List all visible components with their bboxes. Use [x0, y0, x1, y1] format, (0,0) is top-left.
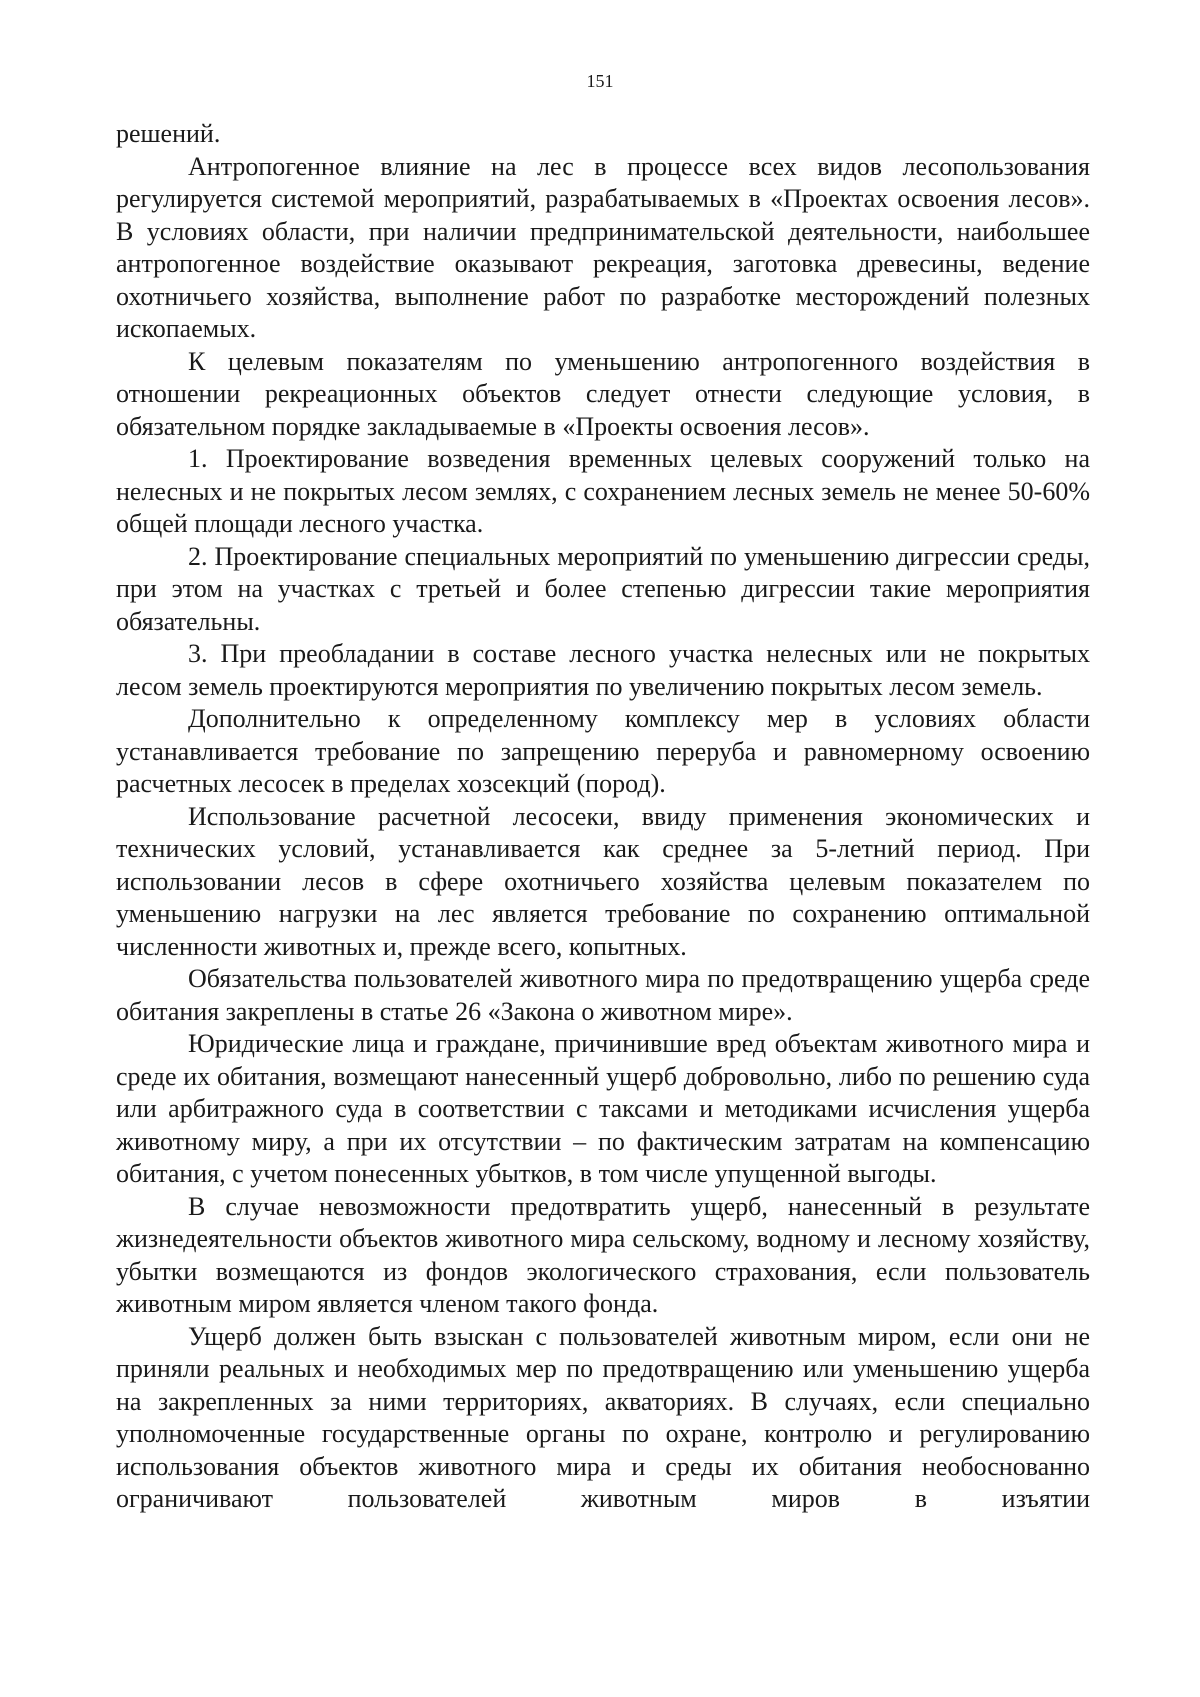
list-item-paragraph: 3. При преобладании в составе лесного участка нелесных или не покрытых лесом земель проектируются мероприятия по увеличению покрытых лесом земель. — [116, 639, 1090, 701]
list-item-paragraph: 1. Проектирование возведения временных целевых сооружений только на нелесных и не покрытых лесом землях, с сохранением лесных земель не менее 50-60% общей площади лесного участка. — [116, 444, 1090, 538]
page-number: 151 — [586, 71, 614, 91]
paragraph: Обязательства пользователей животного мира по предотвращению ущерба среде обитания закреплены в статье 26 «Закона о животном мире». — [116, 964, 1090, 1026]
paragraph: Юридические лица и граждане, причинившие вред объектам животного мира и среде их обитания, возмещают нанесенный ущерб добровольно, либо по решению суда или арбитражного суда в соответствии с таксами и методиками исчисления ущерба животному миру, а при их отсутствии – по фактическим затратам на компенсацию обитания, с учетом понесенных убытков, в том числе упущенной выгоды. — [116, 1029, 1090, 1188]
paragraph-continues-next-page: Ущерб должен быть взыскан с пользователей животным миром, если они не приняли реальных и необходимых мер по предотвращению или уменьшению ущерба на закрепленных за ними территориях, акваториях. В случаях, если специально уполномоченные государственные органы по охране, контролю и регулированию использования объектов животного мира и среды их обитания необоснованно ограничивают пользователей животным миров в изъятии — [116, 1321, 1090, 1513]
paragraph: К целевым показателям по уменьшению антропогенного воздействия в отношении рекреационных объектов следует отнести следующие условия, в обязательном порядке закладываемые в «Проекты освоения лесов». — [116, 346, 1090, 441]
paragraph: Дополнительно к определенному комплексу мер в условиях области устанавливается требование по запрещению переруба и равномерному освоению расчетных лесосек в пределах хозсекций (пород). — [116, 704, 1090, 798]
paragraph: В случае невозможности предотвратить ущерб, нанесенный в результате жизнедеятельности объектов животного мира сельскому, водному и лесному хозяйству, убытки возмещаются из фондов экологического страхования, если пользователь животным миром является членом такого фонда. — [116, 1191, 1090, 1318]
list-item-paragraph: 2. Проектирование специальных мероприятий по уменьшению дигрессии среды, при этом на участках с третьей и более степенью дигрессии такие мероприятия обязательны. — [116, 541, 1090, 636]
text-body — [116, 118, 1090, 1516]
paragraph: Антропогенное влияние на лес в процессе всех видов лесопользования регулируется системой мероприятий, разрабатываемых в «Проектах освоения лесов». В условиях области, при наличии предпринимательской деятельности, наибольшее антропогенное воздействие оказывают рекреация, заготовка древесины, ведение охотничьего хозяйства, выполнение работ по разработке месторождений полезных ископаемых. — [116, 151, 1090, 343]
paragraph: Использование расчетной лесосеки, ввиду применения экономических и технических условий, устанавливается как среднее за 5-летний период. При использовании лесов в сфере охотничьего хозяйства целевым показателем по уменьшению нагрузки на лес является требование по сохранению оптимальной численности животных и, прежде всего, копытных. — [116, 801, 1090, 961]
paragraph-continuation: решений. — [116, 119, 221, 148]
